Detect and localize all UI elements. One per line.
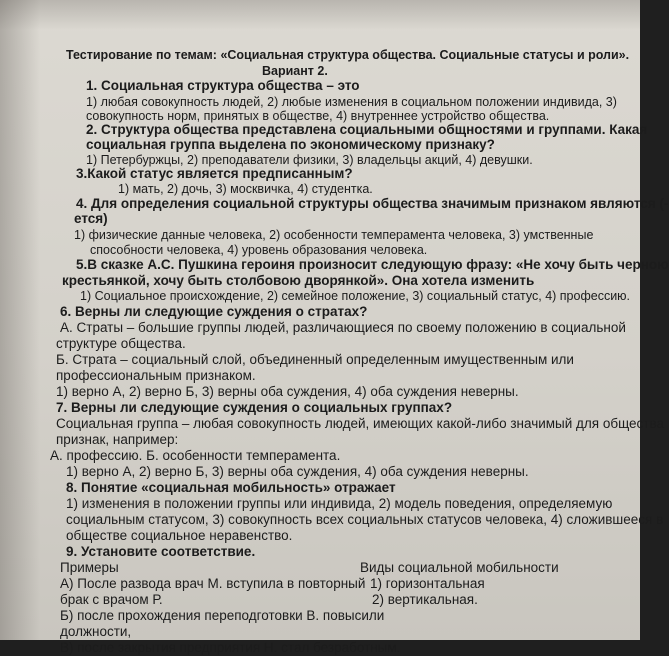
answer-line: обществе социальное неравенство. <box>66 528 293 543</box>
question-9: 9. Установите соответствие. <box>66 544 256 559</box>
mobility-type-1: 1) горизонтальная <box>370 576 485 591</box>
example-a-cont: брак с врачом Р. <box>60 592 163 607</box>
example-c: В) после закрытия предприятия Н. стал безработным. <box>60 640 401 655</box>
question-8: 8. Понятие «социальная мобильность» отражает <box>66 480 396 495</box>
variant-label: Вариант 2. <box>262 64 328 78</box>
test-title: Тестирование по темам: «Социальная структура общества. Социальные статусы и роли». <box>66 48 630 62</box>
answer-line: структуре общества. <box>56 336 186 351</box>
answer-line: 1) Петербуржцы, 2) преподаватели физики, 3) владельцы акций, 4) девушки. <box>86 153 533 167</box>
answer-line: 1) Социальное происхождение, 2) семейное положение, 3) социальный статус, 4) профессию. <box>80 289 631 303</box>
question-4: 4. Для определения социальной структуры общества значимым признаком являются (- <box>76 196 669 211</box>
example-b-cont: должности, <box>60 624 132 639</box>
answer-line: 1) любая совокупность людей, 2) любые изменения в социальном положении индивида, 3) <box>86 95 617 109</box>
answer-line: признак, например: <box>56 432 179 447</box>
answer-line: 1) изменения в положении группы или индивида, 2) модель поведения, определяемую <box>66 496 613 511</box>
answer-line: 1) мать, 2) дочь, 3) москвичка, 4) студентка. <box>118 182 373 196</box>
answer-line: 1) верно А, 2) верно Б, 3) верны оба суждения, 4) оба суждения неверны. <box>66 464 529 479</box>
answer-line: 1) физические данные человека, 2) особенности темперамента человека, 3) умственные <box>74 228 594 242</box>
page-shadow-top <box>0 0 640 30</box>
answer-line: Социальная группа – любая совокупность людей, имеющих какой-либо значимый для общества <box>56 416 665 431</box>
example-b: Б) после прохождения переподготовки В. повысили <box>60 608 385 623</box>
example-a: А) После развода врач М. вступила в повторный <box>60 576 366 591</box>
question-2-cont: социальная группа выделена по экономическому признаку? <box>86 137 495 152</box>
question-5-cont: крестьянкой, хочу быть столбовою дворянкой». Она хотела изменить <box>62 273 535 288</box>
question-4-cont: ется) <box>74 211 108 226</box>
page-shadow <box>0 0 40 640</box>
answer-line: социальным статусом, 3) совокупность всех социальных статусов человека, 4) сложившееся в <box>66 512 664 527</box>
answer-line: профессиональным признаком. <box>56 368 256 383</box>
column-head-mobility: Виды социальной мобильности <box>360 560 559 575</box>
mobility-type-2: 2) вертикальная. <box>372 592 478 607</box>
answer-line: Б. Страта – социальный слой, объединенный определенным имущественным или <box>56 352 574 367</box>
column-head-examples: Примеры <box>60 560 119 575</box>
answer-line: А. Страты – большие группы людей, различающиеся по своему положению в социальной <box>60 320 626 335</box>
question-5: 5.В сказке А.С. Пушкина героиня произносит следующую фразу: «Не хочу быть черною <box>76 257 669 272</box>
question-7: 7. Верны ли следующие суждения о социальных группах? <box>56 400 453 415</box>
question-1: 1. Социальная структура общества – это <box>86 78 360 93</box>
answer-line: совокупность норм, принятых в обществе, 4) внутреннее устройство общества. <box>86 109 550 123</box>
answer-line: способности человека, 4) уровень образования человека. <box>90 243 428 257</box>
answer-line: А. профессию. Б. особенности темперамента. <box>50 448 341 463</box>
answer-line: 1) верно А, 2) верно Б, 3) верны оба суждения, 4) оба суждения неверны. <box>56 384 519 399</box>
question-3: 3.Какой статус является предписанным? <box>76 166 353 181</box>
question-2: 2. Структура общества представлена социальными общностями и группами. Какая <box>86 122 648 137</box>
question-6: 6. Верны ли следующие суждения о стратах? <box>60 304 368 319</box>
